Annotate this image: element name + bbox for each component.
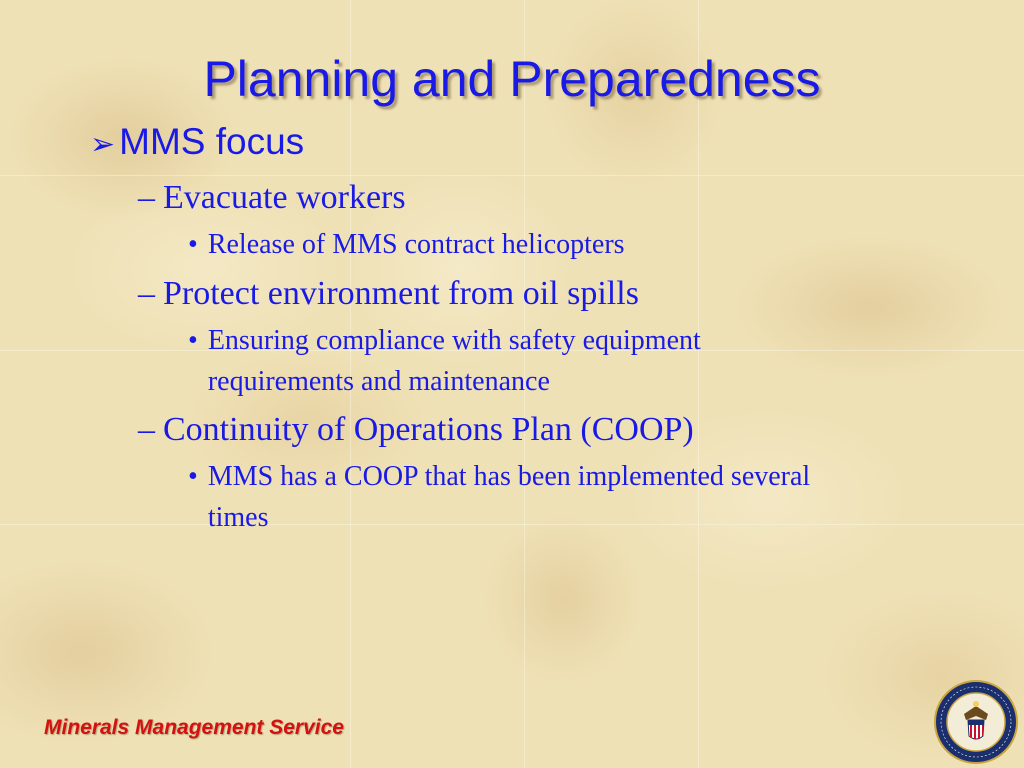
dot-bullet: • — [188, 325, 198, 357]
doi-seal-icon — [934, 680, 1018, 764]
arrow-bullet-icon: ➢ — [90, 128, 116, 161]
bullet-level2 — [138, 274, 930, 313]
dot-bullet: • — [188, 461, 198, 493]
bullet-level1 — [90, 120, 930, 164]
dash-bullet: – — [138, 179, 155, 217]
bullet-level2 — [138, 178, 930, 217]
bullet-text: Release of MMS contract helicopters — [207, 229, 625, 261]
bullet-level3 — [188, 321, 848, 402]
bullet-text: MMS has a COOP that has been implemented several times — [207, 461, 811, 534]
dot-bullet: • — [188, 229, 198, 261]
dash-bullet: – — [138, 411, 155, 449]
slide-content — [90, 120, 930, 539]
slide-title: Planning and Preparedness — [203, 51, 821, 107]
bullet-level3 — [188, 225, 848, 266]
bullet-text: MMS focus — [119, 121, 305, 162]
bullet-level2 — [138, 410, 930, 449]
footer-organization: Minerals Management Service — [44, 716, 344, 739]
bullet-text: Ensuring compliance with safety equipment requirements and maintenance — [207, 325, 701, 397]
bullet-text: Protect environment from oil spills — [163, 275, 639, 313]
bullet-level3 — [188, 457, 848, 538]
bullet-text: Continuity of Operations Plan (COOP) — [163, 411, 694, 449]
bullet-text: Evacuate workers — [163, 179, 406, 217]
dash-bullet: – — [138, 275, 155, 313]
